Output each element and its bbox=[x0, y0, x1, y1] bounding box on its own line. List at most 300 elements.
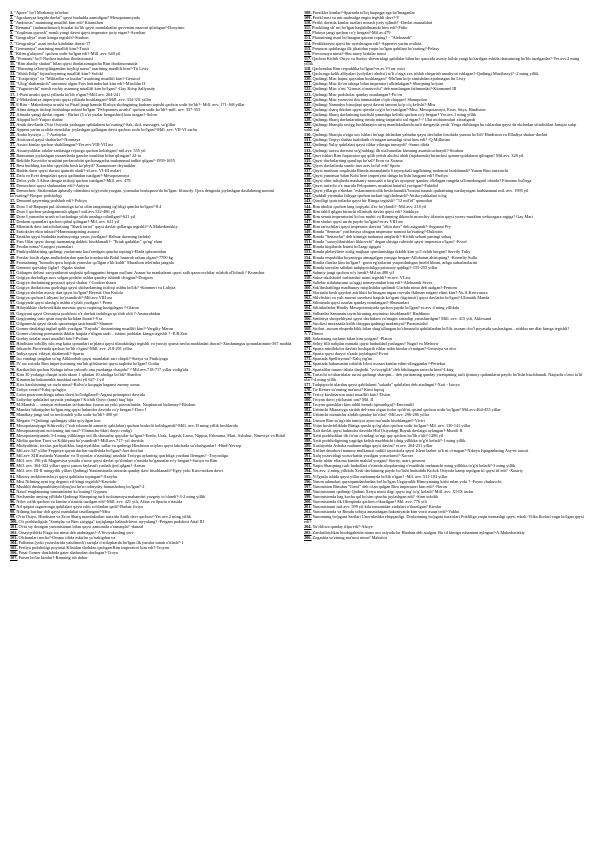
question-text: Yunonistonni mil.avv. 599 yil kila tomonidan xitdulari o'tkazilgan? Kirnlar bbox=[312, 504, 442, 510]
question-number: 98. bbox=[10, 509, 16, 515]
question-text: Nechandar anying yillikda Qadimgi Sharqning turli tuchirumiya mahamitri yozgeiy to'olandi?-3-2 ming yillik bbox=[16, 493, 206, 499]
question-text: "Geografiya" asari kimga tegishli?-Strabon bbox=[14, 35, 89, 41]
question-text: Otsayqvildiki Fizga toz nima deb atalmagan?-A'Stviyakriding yeri- bbox=[18, 529, 135, 535]
question-number: 79. bbox=[10, 412, 16, 418]
question-text: Rimda "xaxoyliknishlari likkovchi" degan shisiga ruhvishi qaysi imperator o'lgan? -Kvod bbox=[312, 239, 467, 245]
question-number: 189. bbox=[304, 442, 312, 448]
question-text: "Benuma" (tadmonlamori) hosalar bo'lib qaysi mamlakatlar quvvatini nazorat qilishgan?-Donyimo bbox=[14, 25, 185, 31]
question-text: Sparta mirtihdolor davlati boshqarib ishlar nabo kimlar o'rnatgan?-Gerusiya va efor bbox=[312, 346, 457, 352]
question-text: Rimda plebeyltere xirlig mujhazi qirmlanishiga ikkildi kim yo'l ochib bergan? Servily Tuliy bbox=[312, 249, 471, 255]
question-number: 64. bbox=[10, 336, 16, 341]
question-number: 2. bbox=[10, 15, 14, 21]
question-text: 2-Makedoniya imperiyasi qaysi yillarda boshlangan?-Mill. avv. 334-331 yillar bbox=[16, 96, 152, 102]
question-number: 90. bbox=[10, 468, 16, 474]
question-text: Gomer dastlabgi tugbal qalib yozilgan "Enyada" dostonining muallifi kim?-Vergiliy Maron bbox=[16, 325, 174, 331]
question-number: 67. bbox=[10, 351, 16, 357]
question-text: Grigiya ibodatxona qozlishga qaysi shoharlarning ittifoqi ushbu bo'lik? -Kimmeri va Lidiyta bbox=[16, 285, 176, 291]
question-number: 38. bbox=[10, 203, 16, 209]
question-text: Gilgameshi qaysi daxsh qatorimiga tasirlanadi?-Shumer bbox=[16, 320, 113, 326]
question-number: 40. bbox=[10, 213, 16, 219]
question-number: 80. bbox=[10, 417, 16, 423]
question-number: 8. bbox=[10, 45, 14, 51]
question-number: 174. bbox=[304, 361, 312, 367]
question-text: O'z podsholigida "Soniqlar va Rim xirigiga" tarjiqlanga balandchivot tayyalang? -Pergam podshosi Attal III bbox=[18, 519, 204, 525]
question-text: Spartada Spellisyonu?-Xalq yig'ini bbox=[312, 356, 373, 362]
question-number: 89. bbox=[10, 463, 16, 469]
question-number: 200. bbox=[304, 499, 312, 504]
question-text: Qadimgi Sharqla o'ziga xos ishlari bo'tagi ishlardan yahudar qaysi davlatlar hisobida yunoni bo'ldi? Hindiston va Elladiya shahar-davlati bbox=[312, 132, 548, 138]
question-number: 163. bbox=[304, 300, 312, 306]
question-number: 160. bbox=[304, 285, 312, 291]
question-text: Siltinlarlarlar Hindiy Mesopotamiyada qachon paydo bo'lgan?-er.avv 4 ming yillikda bbox=[312, 305, 459, 311]
question-number: 126. bbox=[304, 106, 312, 112]
question-number: 133. bbox=[304, 147, 312, 153]
question-text: Parsiu bo'lar kimlar?-Rimning ish dabar bbox=[18, 555, 88, 561]
question-number: 148. bbox=[304, 223, 312, 229]
question-number: 194. bbox=[304, 468, 312, 474]
question-number: 23. bbox=[10, 122, 16, 128]
question-number: 19. bbox=[10, 101, 16, 107]
question-number: 18. bbox=[10, 96, 16, 102]
question-text: Kirx karshisining va iozla nima?-Rolvo'z koqagin bagansi zumny xoma bbox=[16, 381, 140, 387]
question-number: 185. bbox=[304, 422, 312, 428]
question-number: 157. bbox=[304, 269, 312, 275]
question-number: 81. bbox=[10, 422, 16, 428]
question-text: Perfiya podsholigi poytaxti Klisidan shohdan qachgan Rim imperatori kim edi?-Troyan bbox=[18, 544, 169, 550]
question-number: 77. bbox=[10, 402, 16, 408]
question-number: 203. bbox=[304, 514, 312, 520]
question-text: Megatir ?-Qadimgi qadimgay tilda qo'yilgan kon bbox=[16, 417, 101, 423]
question-text: Zogashta so'zining ma'nosi nima? Maksitos bbox=[312, 534, 388, 540]
question-number: 87. bbox=[10, 453, 16, 459]
question-text: Feodar nima?-Latygni yozmalari bbox=[16, 244, 73, 250]
question-number: 171. bbox=[304, 346, 312, 352]
question-number: 162. bbox=[304, 295, 312, 301]
question-text: Xalt davlat qaysi hukmdor davrida Hid Osiyodagi Buyuk davlatga aylangan?-Muroli II bbox=[312, 427, 463, 433]
question-number: 47. bbox=[10, 249, 16, 255]
question-text: Qadimgi Misr podsholar qanday nomlangan?-Fir'on bbox=[312, 91, 402, 97]
question-text: "Yoqilmas quyosh" nomli yangi davni qaysi imperator joriy etgan?-Avrelian bbox=[14, 30, 146, 36]
question-number: 55. bbox=[10, 290, 16, 296]
left-column bbox=[10, 10, 292, 836]
question-number: 149. bbox=[304, 229, 312, 235]
question-number: 41. bbox=[10, 218, 16, 224]
question-number: 144. bbox=[304, 203, 312, 209]
question-text: "Pomonu" bo'l-Nuchea mashur ibodatxonasi bbox=[16, 55, 93, 61]
question-text: Qaysi mashxur rasplisida Rimda aszanalanib 6 tayoqchali uqplbining nodonosi boshlanadi? Yunon Rim tarixinchi bbox=[312, 167, 509, 173]
question-text: Mesopotamiyani no'rizning itni tuzi?-Vlinnacho-hkiri daryo vodig'i bbox=[16, 427, 133, 433]
question-text: "Yuguruvchi" nomli ruchiy asarning muallifi kim bo'lgan? -Gay Krisp Sallyustiy bbox=[16, 86, 156, 92]
question-number: 17. bbox=[10, 91, 16, 97]
question-text: Xirilari dnurkovi nammy mulkmuxi raditli tayradorla qaysi Islzni lazher ra'k ni o'rnagan?-Nikeya Ispaganbning Asy-ni tarosti bbox=[312, 448, 529, 454]
question-number: 32. bbox=[10, 167, 16, 173]
question-number: 184. bbox=[304, 417, 312, 423]
question-number: 94. bbox=[10, 488, 16, 494]
question-number: 118. bbox=[304, 66, 312, 72]
question-text: "Toxipritiya" va "Miltiadlar va kutilar" asarining muallifi kim?-Gessiod bbox=[16, 76, 140, 82]
question-number: 180. bbox=[304, 397, 312, 403]
question-number: 63. bbox=[10, 330, 16, 336]
question-text: Demochrot qaysi shaharadan edi?-Antiyta bbox=[16, 183, 89, 189]
question-text: Usmon Rim so'ng'rida tamiyot ayon ma'nada hisoblangan?-Vivtri bbox=[312, 417, 425, 423]
question-text: Rimlia ilturlar kim bo'lgan? -gorin eg'arilarini yuqoridashgan (meld lilmni, arbga xabarlarilarini bbox=[312, 259, 478, 265]
question-number: 30. bbox=[10, 157, 16, 163]
question-text: Rimda kiqtilarda Izunsi bo'lazgi tigigati bbox=[312, 244, 381, 250]
question-number: 75. bbox=[10, 392, 16, 398]
question-text: Gidaspes deltasi saroyanlarini saqlashi qolingganini bergan ma'lum: Asmar bo manbalarni qaysi xalk qazorovchilar rolahib ol'lohadi ? Kvanshar bbox=[16, 269, 265, 275]
question-item bbox=[304, 56, 586, 66]
question-text: Kim 30 yotlarga chaqiri izish akaro 1 qiladan 10 aholiga bo'ldi? Sharfim bbox=[16, 371, 141, 377]
question-number: 70. bbox=[10, 366, 16, 372]
question-number: 58. bbox=[10, 305, 16, 311]
question-text: Perdikkasyni qaysi bir ayrishingan edi?-Apperrer yarim orolida bbox=[312, 40, 422, 46]
question-text: Midiia qachon Tiavi va Kilikiyani bo'ysundirdi?-Mill.avv.717- yil davrida bbox=[16, 437, 144, 443]
question-text: Saloz-iskilsbofel turlizariini nomi tegishli?-er.avv. VI asr bbox=[312, 274, 411, 280]
question-item bbox=[304, 122, 586, 132]
question-text: Sobiy filli naliplas mintaki qaysi hududdad yashagan? Nagirl va Metrorir bbox=[312, 341, 439, 347]
question-text: Rim tahlil qilgan birinchi ellinistik davlat qaysi edi? Sinkkiya bbox=[312, 208, 419, 214]
question-number: 112. bbox=[304, 30, 312, 36]
question-number: 127. bbox=[304, 111, 312, 117]
question-number: 99. bbox=[10, 514, 16, 520]
question-number: 199. bbox=[304, 493, 312, 499]
question-number: 116. bbox=[304, 50, 312, 56]
question-text: Beltilde Kosvidor urushini perfaroshiin qachonagacha mukammal tadbir qilgan?-1959-1655 bbox=[16, 157, 175, 163]
question-text: Qadimgi Sharq davlatining tuzilishi yanashga kelishi qachon ro'y bergan? Yer.avv.1 ming yillik bbox=[312, 111, 477, 117]
question-number: 135. bbox=[304, 157, 312, 163]
question-text: Sahmiy jangi qachon ro'y berdi?-Mil.av.480 yil bbox=[312, 269, 394, 275]
question-text: Pirokliing sb' mi bo'lgan haqlabilmaniki kim edi?-Fidio bbox=[312, 25, 408, 31]
question-text: O'rta Osiyo, Hindiston va Eron Sharq mamlakatlari tarixida Antik davr qachon?-Yer.avv.2 ming yillik bbox=[16, 514, 192, 520]
question-number: 177. bbox=[304, 381, 312, 387]
question-number: 110. bbox=[304, 20, 312, 26]
question-number: 103. bbox=[10, 534, 18, 540]
question-text: Yil'gazla ishida qaysi yillar mebannyda bo'lib o'tgan? -Mil. avv. 511-103 yillar bbox=[312, 473, 448, 479]
question-text: Assuriyaliklar adalat-xaritasiga rejasiga qachon kelishgan? mil.avv. 555 yil bbox=[16, 147, 146, 153]
question-text: "Kilim g'alayoni" qachon sodir bo'lgan edi?-Mill. avv. 640 yil bbox=[14, 50, 121, 56]
question-item bbox=[304, 326, 586, 336]
question-item bbox=[10, 555, 292, 560]
question-number: 123. bbox=[304, 91, 312, 97]
question-text: Platonining asari bo'lmagan qatorni toping? - "Aleksandr" bbox=[312, 35, 413, 41]
question-text: Yunonistonda ilk Olimpiada qachon o'tkazilgan? Mil. avv. 776 yili bbox=[312, 499, 427, 504]
question-text: Lotin poraroonchinga tahuu davri ko'lodgiland?-Argani primaptori davrida bbox=[16, 392, 145, 398]
question-number: 69. bbox=[10, 361, 16, 367]
question-number: 91. bbox=[10, 473, 16, 479]
question-number: 151. bbox=[304, 239, 312, 245]
question-text: Sulhanlar Samaratu tayin hiraning anyimino hisoblanadi? Haddinon bbox=[312, 310, 430, 316]
question-text: "Rimning ta'lim-qilingandan boyliqi narsa" asarining muallifi kim?-Tit Liviy bbox=[16, 66, 149, 72]
question-text: Olchamlari necha?-Ommo tilida eskirlar yo'nakigdan va bbox=[18, 534, 116, 540]
question-text: M.Mandsh ... tamiyat etibondan ta'chandsut (xuma an yoki puxvarlarida: Naqshstrati bidirmay?-Bisdom bbox=[16, 402, 196, 408]
question-number: 179. bbox=[304, 392, 312, 398]
question-number: 139. bbox=[304, 178, 312, 184]
question-number: 143. bbox=[304, 198, 312, 204]
question-number: 100. bbox=[10, 519, 18, 525]
question-number: 85. bbox=[10, 442, 16, 448]
question-number: 36. bbox=[10, 188, 16, 194]
question-text: Spartada hukumatini tubirlik Irlosi asosan kimlar edmi-olingganlar?-Periekar bbox=[312, 361, 446, 367]
question-number: 181. bbox=[304, 402, 312, 408]
question-text: Xalq yozuvidagi yozuvlarida yozilgan yozuvlarni?-Xorxer bbox=[312, 453, 414, 459]
question-text: Mandkay jangi sad so necfondeli yilla sodir bo'ldi?-490 yil bbox=[16, 412, 118, 418]
question-number: 170. bbox=[304, 341, 312, 347]
question-number: 117. bbox=[304, 55, 312, 61]
question-text: Quddali yiyanaka fitliyga qachon turkari tug'cholmadi?-Attika yalikalari to'ng bbox=[312, 193, 447, 199]
question-text: Doro I yunonlar urush so'ruchadaga yilda urushga otlatilgan?-621 yil bbox=[16, 213, 136, 219]
question-text: Rimda savorlar sabdasi tadqiqotchiliga pristoniy qajdagi?-155-255 yillar bbox=[312, 264, 438, 270]
question-number: 142. bbox=[304, 193, 312, 199]
question-text: Tarixchi so'rikarirlalar turixi qadimgi sharqini... deb yuritraning qanday yizetqaning turli ijtimoiy qatlamlarin paydo bo'lishi hisoblanadi. Naqizdir o'zini ta'lif ular?-4 ming yillik bbox=[304, 371, 583, 382]
question-number: 206. bbox=[304, 534, 312, 540]
question-text: Pallonna (yoki yozuvlarida yaiulmoch) sariqla o'xtilopkarda bo'lgan ilk yarular sanab o'tiladi?-1 bbox=[18, 539, 184, 545]
question-text: Nil qaqaat ragnoronga qabilalari qaysi ishtt so'dimlan qadi?-Barbar fiviya bbox=[16, 504, 143, 510]
question-text: Lidiya xorati?-Erbq qo'ngiyo bbox=[16, 386, 67, 392]
question-text: Arxitrazol qaysi shaharlar?-Normaya bbox=[16, 137, 81, 143]
question-text: Eratoksfer ekin asbuzi?-Hammurapining asarasi bbox=[16, 229, 100, 235]
question-number: 10. bbox=[10, 55, 16, 61]
question-number: 150. bbox=[304, 234, 312, 240]
question-text: Vitan hoshchilikhda Rimga qarshi qo'zg'alon qachon sodir bo'lgan?-Mil. avv. 130-141 yillar bbox=[312, 422, 471, 428]
question-text: Mushkil dushqonabitinyolilyuq'ini ko'ro tobuyday hamashoboq bo'lgan?-2 bbox=[16, 483, 145, 489]
question-number: 54. bbox=[10, 285, 16, 291]
question-number: 62. bbox=[10, 325, 16, 331]
question-text: Qadimgi Misr fir'on tabaqa bilan imperatori olkinlakgan?-Sharqning ko'pini bbox=[312, 81, 444, 87]
question-number: 132. bbox=[304, 142, 312, 148]
question-text: Silinizada qaysi ozarlar qanday nomlangan?-Shumarlari bbox=[312, 300, 409, 306]
question-number: 164. bbox=[304, 305, 312, 311]
question-text: Troyan davri yilchasini uni? Mil. II bbox=[312, 397, 374, 403]
question-item bbox=[304, 535, 586, 540]
question-text: Yunonistonda va Rimda sobiya amasidagan hakoniyatda kim vozir asaas tedi?-Vakha bbox=[312, 509, 459, 515]
question-number: 165. bbox=[304, 310, 312, 316]
question-number: 102. bbox=[10, 529, 18, 535]
question-text: Uzbinchi Mianaiyga xirdab del-xmo olgan forlar qo'sh'ni qisiml qachon sodir bo'lgan? Mil.avv.464-455 yillar bbox=[312, 407, 501, 413]
question-text: Grigiyada qaysi ulashg'a ushbu o'yilab yozilgan ? Perea bbox=[16, 300, 113, 306]
question-number: 51. bbox=[10, 269, 16, 275]
question-text: Ellenistik davr tarixchilarining "Shark tarixi" qaysi davlat qollariga tegishli?-A.Makedoniskiy bbox=[16, 223, 178, 229]
question-number: 121. bbox=[304, 81, 312, 87]
question-number: 169. bbox=[304, 336, 312, 341]
question-text: Grigiya shohlar asosiy dan qaysi bo'lgan? Beyruk Oon Kulola bbox=[16, 290, 123, 296]
question-number: 20. bbox=[10, 106, 16, 112]
question-text: Mist Nilining ayni tog degaroi zil-kingi tegishli?-Kavriokr bbox=[16, 478, 117, 484]
question-text: Sak'ilnshatilirga madhunoy rniqilishdar qadimdi G'arbda nima deb atalgan?-Feniom bbox=[312, 285, 457, 291]
question-number: 48. bbox=[10, 254, 16, 260]
question-text: Tu-Kemer so'zining ma'nosi? Kimi bqosq bbox=[312, 386, 385, 392]
question-text: Genzeni qaysiday figlar? -Ngaks shahar bbox=[16, 264, 86, 270]
question-text: Nilov oxlik qachon va kimlar o'rtasida tuzilgan edi?-Mill. avv. 421 yili, Afina va Sparta o'rtasida bbox=[16, 499, 183, 504]
question-text: Qadimgi Toqiyi shahar tuabilatib o'rtasgan urmadigi sfrat kim edi? -Q.Milliman bbox=[312, 137, 450, 143]
question-text: Slilvliskiri va yuli mormi suvehasi haqida ko'rgani (tigrimsti) qaysi davlatlar bo'lgan?-Ulimatik Manda bbox=[312, 295, 490, 301]
question-text: Rimda respublika boyaniyga atmagalgan yarqiga bergan-Aflobatun ahisiqning? -Korneliy Sulla bbox=[312, 254, 477, 260]
question-text: Simbriya shoqrehliyasi qaysi davlatlarn va'mugin xasinligi yarashtirilgan? Mill. avv. 415 yili, Aklirxand bbox=[312, 315, 492, 321]
question-text: Yunoniston Rimdan "Greol" deb o'tan qalgan Rim imperatori kim edi? -Neron bbox=[312, 483, 447, 489]
question-text: Ertaklar qaysi hududda mahsuyotiga yasas yozilgan? Halxaz davrning (arbda) bbox=[16, 234, 151, 240]
question-number: 68. bbox=[10, 356, 16, 362]
question-number: 111. bbox=[304, 25, 312, 31]
question-number: 106. bbox=[10, 549, 18, 555]
question-text: Finikiyaliklarning qadimgi yuzlarimiz kaci'reedgan qancha topinig'i-Elada qabrarnidan bbox=[16, 249, 166, 255]
question-number: 37. bbox=[10, 198, 16, 204]
question-number: 74. bbox=[10, 386, 16, 392]
question-number: 59. bbox=[10, 310, 16, 316]
question-number: 49. bbox=[10, 259, 16, 265]
question-number: 86. bbox=[10, 448, 16, 454]
question-number: 11. bbox=[10, 60, 16, 66]
question-text: 1-Puni urushi qaysi yillarda bo'lib o'tgan?-Mill.avv. 264-241 bbox=[16, 91, 121, 97]
question-number: 131. bbox=[304, 137, 312, 143]
question-text: Mil.avv.347 yillar Feppriya qayan dachar tuzilishda bo'lgan?-Jozi docilari bbox=[16, 448, 144, 454]
question-number: 101. bbox=[10, 524, 18, 530]
question-number: 154. bbox=[304, 254, 312, 260]
question-number: 158. bbox=[304, 274, 312, 280]
question-text: Qaysi tarixchi o'z asarida Peloponnes urushini batafsil yoritgan?-Fukidid bbox=[312, 183, 438, 189]
question-text: Sparta qaysi daryoi o'zada joylahgan?-Evrot bbox=[312, 351, 389, 357]
question-text: "Apore" bo'l Morkaniy ta'avlari bbox=[14, 10, 69, 15]
question-text: Fars Oilai qaysi davrgi tuzmaning dahleti hisoblanadi?- "Ertak qadahlar" qo'ng' elam bbox=[16, 239, 163, 245]
question-number: 120. bbox=[304, 76, 312, 82]
question-text: Rim senati imperatorini ko'ras muhti va Romning ikkinchi mirochiy tilzonin qaysi yozuv maskbm yedsozgara ragiga? Gay Mari bbox=[312, 213, 533, 219]
question-number: 22. bbox=[10, 116, 16, 122]
question-number: 134. bbox=[304, 152, 312, 158]
question-number: 25. bbox=[10, 132, 16, 138]
question-text: Nilning buchur doh qaysi mamlakat tasidlangan?-Misr bbox=[16, 509, 111, 515]
question-text: Qaysi davlatlarning quruliqa bo'sal? Eron va Xuzma bbox=[312, 157, 403, 163]
question-number: 95. bbox=[10, 493, 16, 499]
question-text: Minosy teoklotenixloiyi qaysi qabilalar topingan?-Axeylar bbox=[16, 473, 118, 479]
question-number: 193. bbox=[304, 463, 312, 469]
question-number: 168. bbox=[304, 325, 312, 331]
question-text: "Ulug' shahanshoh" unvonini olgan Fors hukmdorlari kim edi?-Miroldar II bbox=[16, 81, 146, 87]
question-number: 140. bbox=[304, 183, 312, 189]
question-number: 183. bbox=[304, 412, 312, 418]
question-number: 21. bbox=[10, 111, 16, 117]
question-text: Grigiya davlatining poytaxti qaysi shahar ? Gordon shaxri bbox=[16, 279, 117, 285]
question-number: 45. bbox=[10, 239, 16, 245]
question-text: Yu'chliwa qanday tilpa edi?-Alsiye bbox=[312, 524, 373, 530]
question-number: 152. bbox=[304, 244, 312, 250]
question-text: Rimda "Senmar" yarifrasiya ohugan imperator nomini ko'rsating?-Dukrotin bbox=[312, 229, 443, 235]
question-text: Rim tarixchilari qaysi imperator davrini "oltin davr" deb atagandi?-Avgusmi Pry bbox=[312, 223, 451, 229]
question-text: Hiloyakhlar cheloveklkda mavzun qaysi vaqtning hozigdagan ?-Glaom bbox=[16, 305, 139, 311]
question-text: Alqapol bo'l-Yuqori shahar bbox=[16, 116, 63, 122]
question-number: 34. bbox=[10, 178, 16, 184]
question-number: 187. bbox=[304, 432, 312, 438]
question-number: 176. bbox=[304, 371, 312, 377]
question-text: Qachondan Rim respublika bo'lgan?-er.av.VI asr oxiri bbox=[312, 66, 406, 72]
question-text: Terrcy kirsbnarson asari muallifi kim? Elsion bbox=[312, 392, 391, 398]
question-text: Xushiyotda Ashoka mahinoradiga qaysi davlat? er.avv. 264-231 yillar bbox=[312, 442, 433, 448]
question-text: Best building kuchlar qaysilda bosh ko'phyil? Xaamonoze deyaniklar bbox=[16, 162, 136, 168]
question-number: 172. bbox=[304, 351, 312, 357]
question-text: Qadimgi Sharq davlatlarining rimda ming tarqatishi xal etgan?-? Ulat mohtomulari xirxalgardi bbox=[312, 116, 476, 122]
question-number: 161. bbox=[304, 290, 312, 296]
question-text: Preimost qabilasiga ilk jihatidan yaqin bo'lgan qabilani ko'rsating?-Pelasy bbox=[312, 45, 440, 51]
question-text: Yunon adanalari qaysiqumdanfardan bol bo'lgan Uzgayatlik Himoyatning kishi mlan yoki ? -Foym chukuvchi bbox=[312, 478, 502, 484]
question-text: Frontahning "homolis qora hoqida yonoslar qo'llgan e'lib kuldi" Marathon telefinha jangida bbox=[16, 259, 174, 265]
question-number: 129. bbox=[304, 122, 312, 128]
question-text: Saltelar stilalaturumi so'uggi nomeyonidan kim edi?-Aleksandr Sever bbox=[312, 279, 433, 285]
question-text: Midiyaliklar, forslar, parfiyaliklar, baqtriyaliklar, sallar va qadimgi Hindiston oriylari qaysi lahchada so'zlashganlar? -Hind-Yevrop bbox=[16, 442, 242, 448]
question-number: 175. bbox=[304, 366, 312, 372]
question-text: Demochris: Strabondan aphastly olinishini so'g'rosda yozgan, yozmalar boshqarzo'da bo'lgan: filinsofy. Qora dengizda joylashgan dastlabning nomini ko'rsating?-Bospor podsholigi bbox=[10, 188, 275, 199]
question-number: 42. bbox=[10, 223, 16, 229]
question-number: 12. bbox=[10, 66, 16, 72]
question-number: 146. bbox=[304, 213, 312, 219]
question-text: Demond qayerning podshoh edi?-Fokiya bbox=[16, 198, 87, 204]
question-number: 92. bbox=[10, 478, 16, 484]
question-number: 46. bbox=[10, 244, 16, 250]
question-number: 73. bbox=[10, 381, 16, 387]
question-text: Sokratning tuylanti bilan kim yozgan? -Platon bbox=[312, 336, 392, 341]
question-text: Xetti podshohlari ilk fir'on o'rnidagi so'ngi qay qachon bo'lib o'tdi?-1286 yil bbox=[312, 432, 444, 438]
question-number: 153. bbox=[304, 249, 312, 255]
question-number: 105. bbox=[10, 544, 18, 550]
question-number: 195. bbox=[304, 473, 312, 479]
question-text: Antik davrlarda O'rta Osiyoda yashagan qabilalarni ko'rsating?-Sak, skif, massaget, so'g'dlar bbox=[16, 122, 176, 128]
question-number: 27. bbox=[10, 142, 16, 148]
question-number: 76. bbox=[10, 397, 16, 403]
question-text: Spartalilar tunaro ishsiz daqlodit "yo'voyiglik" deb bihilaagan tarixchi kim?-Lkirg bbox=[312, 366, 454, 372]
question-text: Qadimgi Misr hajmi qaysidan boshlangan? -Ma'lum ko'p ximishdan ajralmagan lin Liviy bbox=[312, 76, 466, 82]
question-text: Tadqiqotchi ulardan qaysi qabilalarni "sakada" qabilalari deb atadingni?-Xoti - Istoyo bbox=[312, 381, 460, 387]
question-number: 84. bbox=[10, 437, 16, 443]
question-number: 4. bbox=[10, 25, 14, 31]
question-number: 52. bbox=[10, 274, 16, 280]
question-number: 60. bbox=[10, 315, 16, 321]
question-number: 3. bbox=[10, 20, 14, 26]
question-number: 82. bbox=[10, 427, 16, 433]
question-number: 136. bbox=[304, 162, 312, 168]
question-number: 198. bbox=[304, 488, 312, 494]
question-text: Qachonga kelib alliyalari (yolyilari aholisi) to'li o'ziga xos ishlab chiqarish amaliyoti ishlagan?-Qadimgi Misr(bazy)? -2 ming yillik bbox=[312, 71, 539, 77]
question-number: 66. bbox=[10, 346, 16, 352]
question-text: Gomer o'zining poemasida ikkilar haqida e'tibgan xudi... ishtini jaoblalar kimga tegishli ? -E.R.Zeri bbox=[16, 330, 188, 336]
question-text: Irikurchi Pirovenida qachon bo'lib o'tgan?-Mill. avv. 218-201 yillar bbox=[16, 346, 133, 352]
question-number: 71. bbox=[10, 371, 16, 377]
question-text: Delos yolir 3 Afina dengiz ittifoqi qachon tuzilgan?-Mill. avv. 478 bbox=[16, 178, 131, 184]
question-text: Sirolizsi muxazada kelib chiqqan qadimgi madaniyat? Parasastolid bbox=[312, 320, 428, 326]
question-number: 191. bbox=[304, 453, 312, 459]
question-number: 113. bbox=[304, 35, 312, 41]
question-number: 96. bbox=[10, 499, 16, 504]
question-item bbox=[304, 372, 586, 382]
question-text: Qadimgi Misr o'rni "Gimsis o'rnatuvchi" deb nomlangan fathmonlar?-Kitamanel III bbox=[312, 86, 457, 92]
question-number: 13. bbox=[10, 71, 16, 77]
question-text: "Ambrosis" matnining muallifi kim edi? Kitamihon bbox=[14, 20, 104, 26]
question-text: Slortashi kaxb qaydori asirlikiti ko'lmagan ingan ravvalu fkilman erigani elimi kim?-Yu.A.Kestvarora bbox=[312, 290, 488, 296]
question-number: 202. bbox=[304, 509, 312, 515]
question-text: Qiyos davlatlarda sartdo tuzi aziv bo'sil edi? Spirto bbox=[312, 162, 401, 168]
question-number: 167. bbox=[304, 320, 312, 326]
question-number: 166. bbox=[304, 315, 312, 321]
question-text: Gegiyaning tasir qism mayda kirlidan iborat?-9 ta bbox=[16, 315, 103, 321]
question-text: "Shish Edip" fojiasiboyining muallifi kim?-Sofokl bbox=[16, 71, 103, 77]
question-text: Doro I al-Baquqni pul islomotiga ko'ra oltin tangaining og'irligi qancha bo'lgan?-8.4 bbox=[16, 203, 162, 209]
question-text: "Agrokaryza kegida davlat" qaysi hududda zamidigan? Mesopotamiyada bbox=[14, 15, 140, 21]
question-text: Sirilari, asosan ekspedirkilik bilan shug'ullangan ko'chmanchi qabilalardan bo'lib, asosan cho'l poyasida yashashgan... nishbu me dlar kimga tegishli? A.V.Dimor bbox=[304, 325, 570, 336]
question-number: 196. bbox=[304, 478, 312, 484]
question-text: Qadimgi Yuliy qabilalari qaysi tildar yilasiga tumaydi? -Sumo tilida bbox=[312, 142, 430, 148]
question-text: Yaqin Sharqning turli hududlari o'rtasida aloqalarning o'rnatilishi mehnatchi ming yillikka to'g'ri keladi?-3 ming yillik bbox=[312, 463, 516, 469]
question-text: O'rta siy doingan yunonistonni bilan qaysi zamonida o'tamaqda? -danzal bbox=[18, 524, 144, 530]
question-text: Qurolligi qoririotlarka qaysi bir Rimga tegishli? "12 mil'id" qonunlari bbox=[312, 198, 433, 204]
question-text: Zardushtiylikin kitobigahetda niano uni osiyodirlar Hiraban deb atalgan. Bu til kimiga ruhaniam aylngan?-A.Makedoniskiy bbox=[312, 529, 525, 535]
question-number: 57. bbox=[10, 300, 16, 306]
question-text: Rim abolisi qachon lang toqiyaki d'av bo'ylandi? -Mil.avv. 218 yil bbox=[312, 203, 427, 209]
question-text: Yunonistonni qadimgi Qadimi Xetya nomi ilagi qaysi tog' to'g' keladi? Mill. avv. XI-IX asrlar bbox=[312, 488, 474, 494]
